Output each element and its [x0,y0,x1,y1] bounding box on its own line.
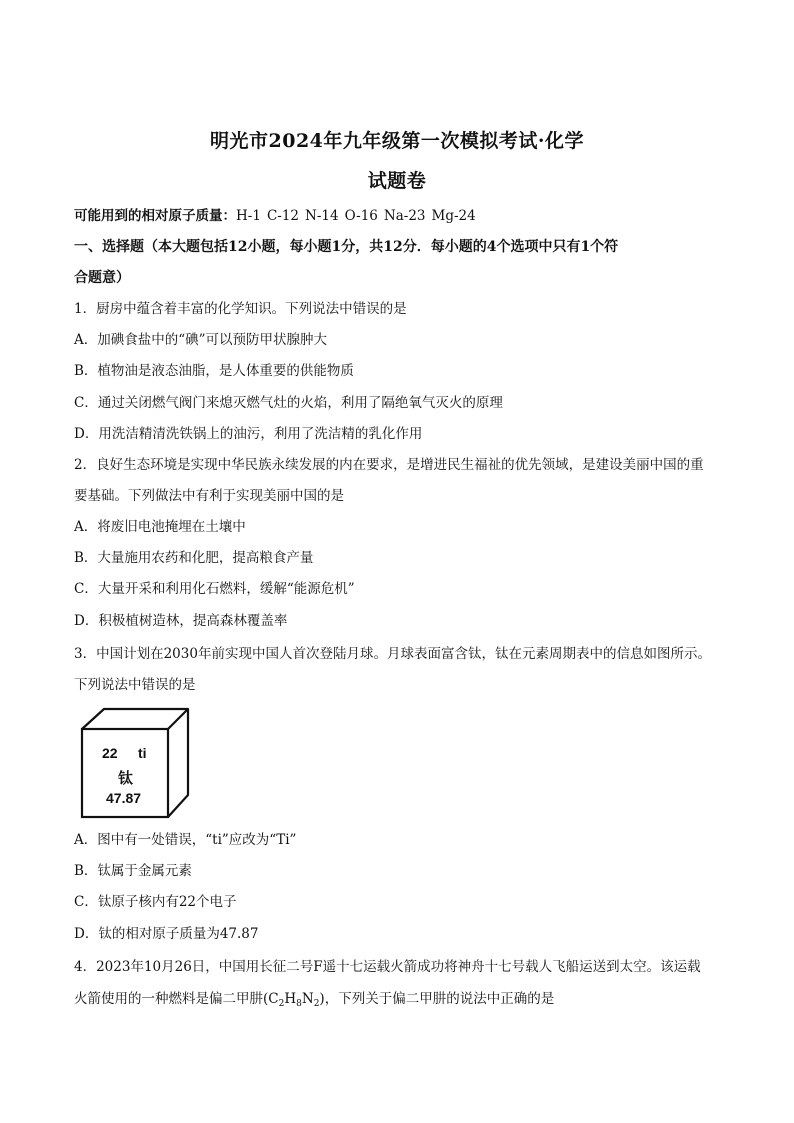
q1-option-a: A．加碘食盐中的“碘”可以预防甲状腺肿大 [74,332,328,348]
formula-sub-h: 8 [296,999,302,1009]
exam-subtitle: 试题卷 [367,170,427,192]
atomic-mass-label: 可能用到的相对原子质量： [74,208,236,224]
q1-option-c: C．通过关闭燃气阀门来熄灭燃气灶的火焰，利用了隔绝氧气灭火的原理 [74,395,503,411]
q4-stem-suffix: ，下列关于偏二甲肼的说法中正确的是 [324,991,555,1007]
q4-stem-line1: 4．2023年10月26日，中国用长征二号F遥十七运载火箭成功将神舟十七号载人飞船运送到太空。该运载 [74,959,701,975]
q2-stem-line1: 2．良好生态环境是实现中华民族永续发展的内在要求，是增进民生福祉的优先领域，是建设美丽中国的重 [74,457,704,473]
q3-option-a: A．图中有一处错误，“ti”应改为“Ti” [74,832,297,848]
formula-close-paren: ) [319,991,325,1007]
q2-option-a: A．将废旧电池掩埋在土壤中 [74,519,246,535]
atomic-mass-value: C-12 [266,208,300,224]
formula-open-paren: ( [263,991,269,1007]
formula-element-c: C [268,991,279,1007]
atomic-mass-value: O-16 [344,208,378,224]
q1-option-d: D．用洗洁精清洗铁锅上的油污，利用了洗洁精的乳化作用 [74,426,423,442]
q3-option-d: D．钛的相对原子质量为47.87 [74,926,259,942]
q4-stem-prefix: 火箭使用的一种燃料是偏二甲肼 [74,991,263,1007]
element-atomic-number: 22 [102,745,118,761]
q2-option-b: B．大量施用农药和化肥，提高粮食产量 [74,550,314,566]
q2-stem-line2: 要基础。下列做法中有利于实现美丽中国的是 [74,488,344,504]
atomic-mass-value: N-14 [305,208,339,224]
q1-stem: 1．厨房中蕴含着丰富的化学知识。下列说法中错误的是 [74,301,407,317]
formula-sub-n: 2 [313,999,320,1009]
section-heading-line2: 合题意） [74,270,130,286]
atomic-mass-values [236,208,482,224]
section-heading-line1: 一、选择题（本大题包括12小题，每小题1分，共12分．每小题的4个选项中只有1个符 [74,239,619,255]
atomic-mass-value: Na-23 [383,208,426,224]
titanium-element-cube [80,707,192,819]
q3-stem-line2: 下列说法中错误的是 [74,677,196,693]
q3-stem-line1: 3．中国计划在2030年前实现中国人首次登陆月球。月球表面富含钛，钛在元素周期表中的信息如图所示。 [74,646,711,662]
q1-option-b: B．植物油是液态油脂，是人体重要的供能物质 [74,363,354,379]
exam-title: 明光市2024年九年级第一次模拟考试·化学 [210,130,584,152]
element-symbol: ti [138,745,147,761]
q4-stem-line2 [74,990,734,1013]
q3-option-c: C．钛原子核内有22个电子 [74,894,237,910]
element-mass: 47.87 [106,790,142,806]
formula-element-h: H [284,991,297,1007]
q3-option-b: B．钛属于金属元素 [74,863,192,879]
formula-sub-c: 2 [278,999,285,1009]
q2-option-c: C．大量开采和利用化石燃料，缓解“能源危机” [74,581,355,597]
atomic-mass-line [74,207,734,225]
formula-element-n: N [301,991,314,1007]
atomic-mass-value: H-1 [236,208,261,224]
element-name: 钛 [118,769,134,787]
q2-option-d: D．积极植树造林，提高森林覆盖率 [74,613,288,629]
atomic-mass-value: Mg-24 [431,208,476,224]
